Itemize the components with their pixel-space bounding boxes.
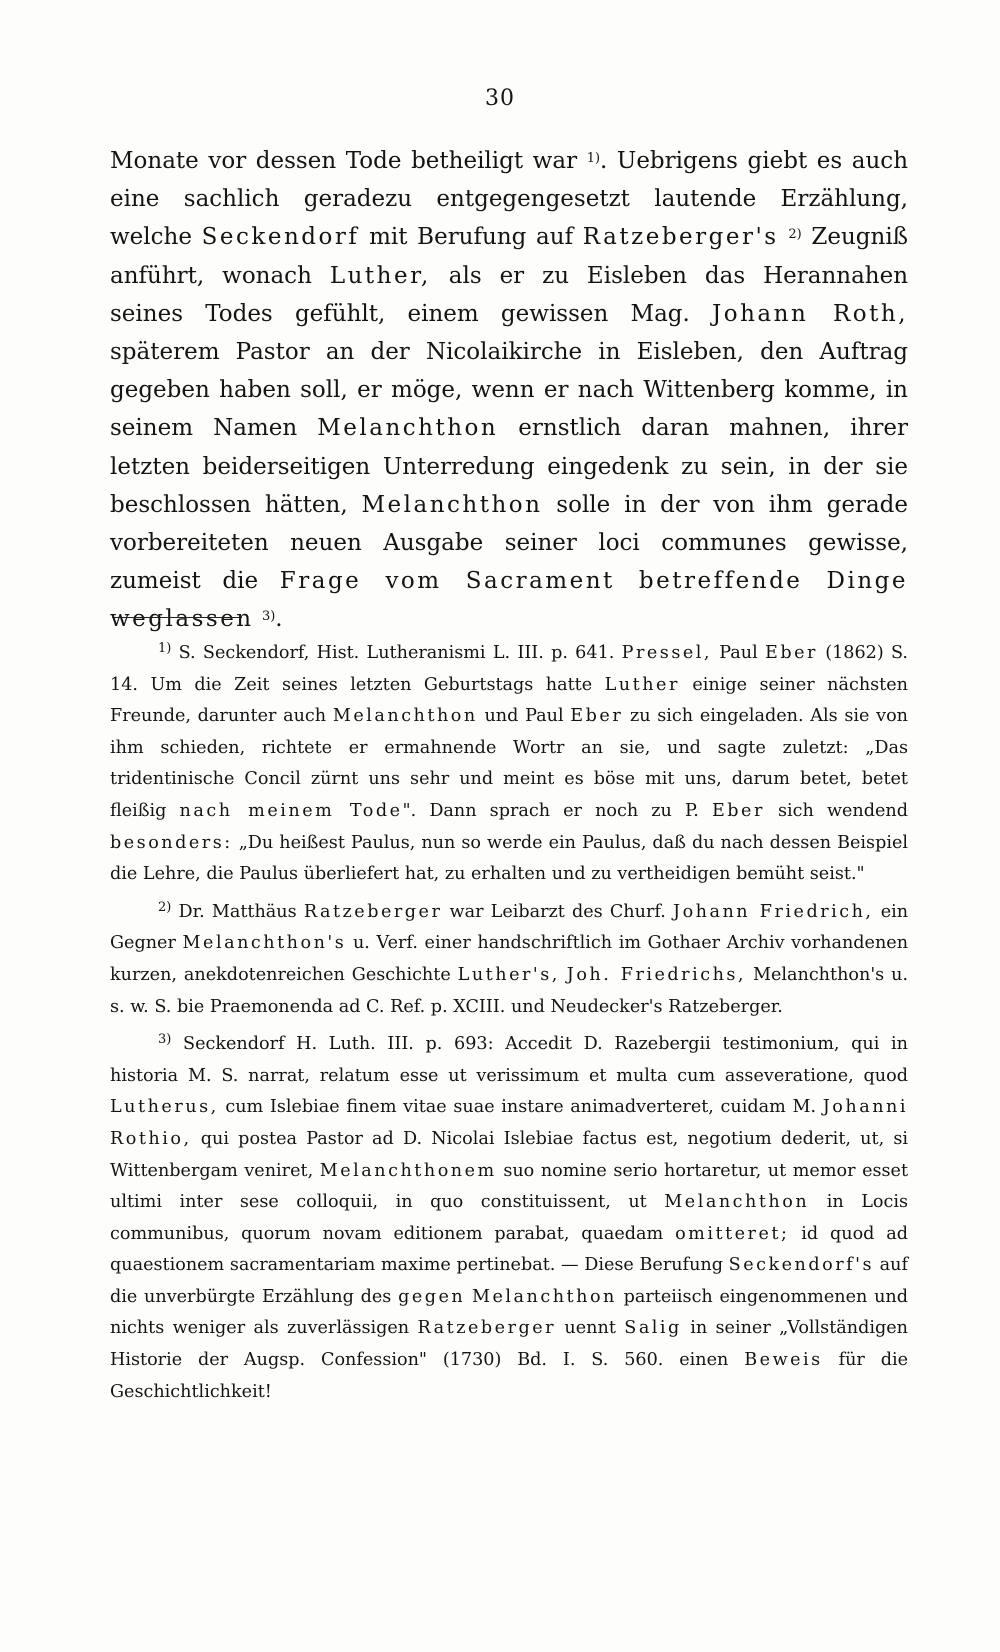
body-text: . Uebrigens giebt es auch eine sachlich geradezu entgegengesetzt lautende Erzählung, welche bbox=[110, 148, 909, 251]
spaced-name: Ratzeberger's bbox=[582, 224, 779, 251]
footnote-text: (1862) S. 14. Um die Zeit seines letzten Geburtstags hatte bbox=[110, 643, 909, 695]
body-text: mit Berufung auf bbox=[369, 224, 574, 251]
footnote-1 bbox=[110, 638, 908, 891]
spaced-name: Melanchthon bbox=[332, 706, 478, 727]
spaced-name: Eber bbox=[570, 706, 624, 727]
footnote-text: zu sich eingeladen. Als sie von ihm schieden, richtete er ermahnende Wortr an sie, und sagte zuletzt: „Das tridentinische Concil zürnt uns sehr und meint es böse mit uns, darum betet, betet fleißig bbox=[110, 706, 909, 821]
footnote-ref-3: 3) bbox=[261, 609, 276, 625]
spaced-phrase: Frage vom Sacrament betreffende Dinge weglassen bbox=[110, 568, 909, 633]
footnote-text: ". Dann sprach er noch zu P. bbox=[402, 800, 699, 821]
spaced-name: Joh. Friedrichs, bbox=[566, 964, 747, 985]
footnote-text: suo nomine serio hortaretur, ut memor esset ultimi inter sese colloquii, in quo constituissent, ut bbox=[110, 1160, 909, 1213]
spaced-name: Ratzeberger bbox=[417, 1318, 557, 1339]
footnote-text: cum Islebiae finem vitae suae instare animadverteret, cuidam M. bbox=[225, 1097, 817, 1118]
footnote-text: Melanchthon's u. s. w. S. bie Praemonenda ad C. Ref. p. XCIII. und Neudecker's Ratzeberger. bbox=[110, 964, 909, 1017]
footnote-text: auf die unverbürgte Erzählung des bbox=[110, 1255, 908, 1307]
spaced-word: besonders: bbox=[110, 832, 233, 853]
spaced-word: Beweis bbox=[744, 1350, 823, 1371]
spaced-name: Melanchthon bbox=[361, 491, 543, 518]
footnote-2 bbox=[110, 897, 908, 1023]
body-text: späterem Pastor an der Nicolaikirche in Eisleben, den Auftrag gegeben haben soll, er möge, wenn er nach Wittenberg komme, in seinem Namen bbox=[110, 339, 908, 442]
footnote-ref-2: 2) bbox=[788, 227, 802, 243]
spaced-name: Pressel, bbox=[621, 643, 712, 663]
footnote-text: sich wendend bbox=[778, 800, 909, 821]
spaced-name: Ratzeberger bbox=[303, 901, 443, 922]
spaced-name: Seckendorf's bbox=[728, 1255, 875, 1276]
footnote-marker: 2) bbox=[158, 899, 172, 915]
spaced-name: Lutherus, bbox=[110, 1097, 219, 1118]
footnote-text: ein Gegner bbox=[110, 901, 909, 954]
footnote-text: qui postea Pastor ad D. Nicolai Islebiae factus est, negotium dederit, ut, si Wittenbergam veniret, bbox=[110, 1128, 909, 1181]
body-text: Zeugniß anführt, wonach bbox=[110, 224, 909, 289]
spaced-name: Johann Friedrich, bbox=[673, 901, 874, 922]
body-text: . bbox=[275, 606, 283, 633]
footnote-text: für die Geschichtlichkeit! bbox=[110, 1350, 909, 1402]
footnote-text: in Locis communibus, quorum novam editionem parabat, quaedam bbox=[110, 1192, 908, 1244]
spaced-name: Luther bbox=[604, 674, 680, 695]
spaced-name: Johanni Rothio, bbox=[110, 1097, 908, 1149]
spaced-name: Melanchthon bbox=[317, 415, 499, 442]
footnotes bbox=[110, 638, 908, 1408]
footnote-text: u. Verf. einer handschriftlich im Gothaer Archiv vorhandenen kurzen, anekdotenreichen Geschichte bbox=[110, 933, 909, 985]
footnote-text: war Leibarzt des Churf. bbox=[449, 901, 666, 922]
footnote-separator bbox=[112, 617, 242, 618]
footnote-text: „Du heißest Paulus, nun so werde ein Paulus, daß du nach dessen Beispiel die Lehre, die Paulus überliefert hat, zu erhalten und zu vertheidigen bemüht seist." bbox=[110, 832, 908, 885]
footnote-text: Dr. Matthäus bbox=[178, 901, 297, 922]
footnote-ref-1: 1) bbox=[586, 151, 601, 167]
body-text: Monate vor dessen Tode betheiligt war bbox=[110, 148, 578, 174]
footnote-text: Seckendorf H. Luth. III. p. 693: Accedit D. Razebergii testimonium, qui in historia M. S. narrat, relatum esse ut verissimum et multa cum asseveratione, quod bbox=[110, 1034, 909, 1086]
spaced-name: Melanchthon's bbox=[182, 933, 347, 954]
footnote-text: in seiner „Vollständigen Historie der Augsp. Confession" (1730) Bd. I. S. 560. einen bbox=[110, 1318, 908, 1371]
spaced-word: omitteret; bbox=[675, 1223, 790, 1244]
spaced-name: Luther's, bbox=[457, 964, 560, 985]
spaced-name: Johann Roth, bbox=[712, 300, 908, 327]
spaced-name: Eber bbox=[765, 643, 818, 663]
body-text: solle in der von ihm gerade vorbereiteten neuen Ausgabe seiner loci communes gewisse, zumeist die bbox=[110, 491, 908, 595]
footnote-text: parteiisch eingenommenen und nichts weniger als zuverlässigen bbox=[110, 1286, 908, 1339]
footnote-marker: 1) bbox=[158, 641, 172, 657]
footnote-text: Paul bbox=[719, 643, 758, 663]
body-text: ernstlich daran mahnen, ihrer letzten beiderseitigen Unterredung eingedenk zu sein, in der sie beschlossen hätten, bbox=[110, 415, 909, 518]
body-text: als er zu Eisleben das Herannahen seines Todes gefühlt, einem gewissen Mag. bbox=[110, 262, 909, 327]
footnote-text: S. Seckendorf, Hist. Lutheranismi L. III. p. 641. bbox=[178, 643, 615, 663]
spaced-name: Melanchthonem bbox=[319, 1160, 497, 1181]
spaced-name: Salig bbox=[624, 1318, 682, 1339]
spaced-word: gegen bbox=[398, 1286, 466, 1307]
footnote-text: uennt bbox=[564, 1318, 616, 1339]
spaced-name: Melanchthon bbox=[472, 1286, 617, 1307]
spaced-phrase: nach meinem Tode bbox=[179, 800, 403, 821]
footnote-3 bbox=[110, 1029, 908, 1408]
spaced-name: Melanchthon bbox=[664, 1192, 810, 1213]
footnote-text: und Paul bbox=[484, 706, 564, 727]
main-paragraph bbox=[110, 142, 908, 639]
footnote-text: einige seiner nächsten Freunde, darunter auch bbox=[110, 674, 908, 727]
spaced-name: Eber bbox=[711, 800, 765, 821]
spaced-name: Seckendorf bbox=[201, 224, 360, 251]
footnote-marker: 3) bbox=[158, 1032, 172, 1048]
spaced-name: Luther, bbox=[329, 262, 431, 289]
footnote-text: id quod ad quaestionem sacramentariam maxime pertinebat. — Diese Berufung bbox=[110, 1223, 909, 1276]
page-number: 30 bbox=[485, 86, 515, 111]
